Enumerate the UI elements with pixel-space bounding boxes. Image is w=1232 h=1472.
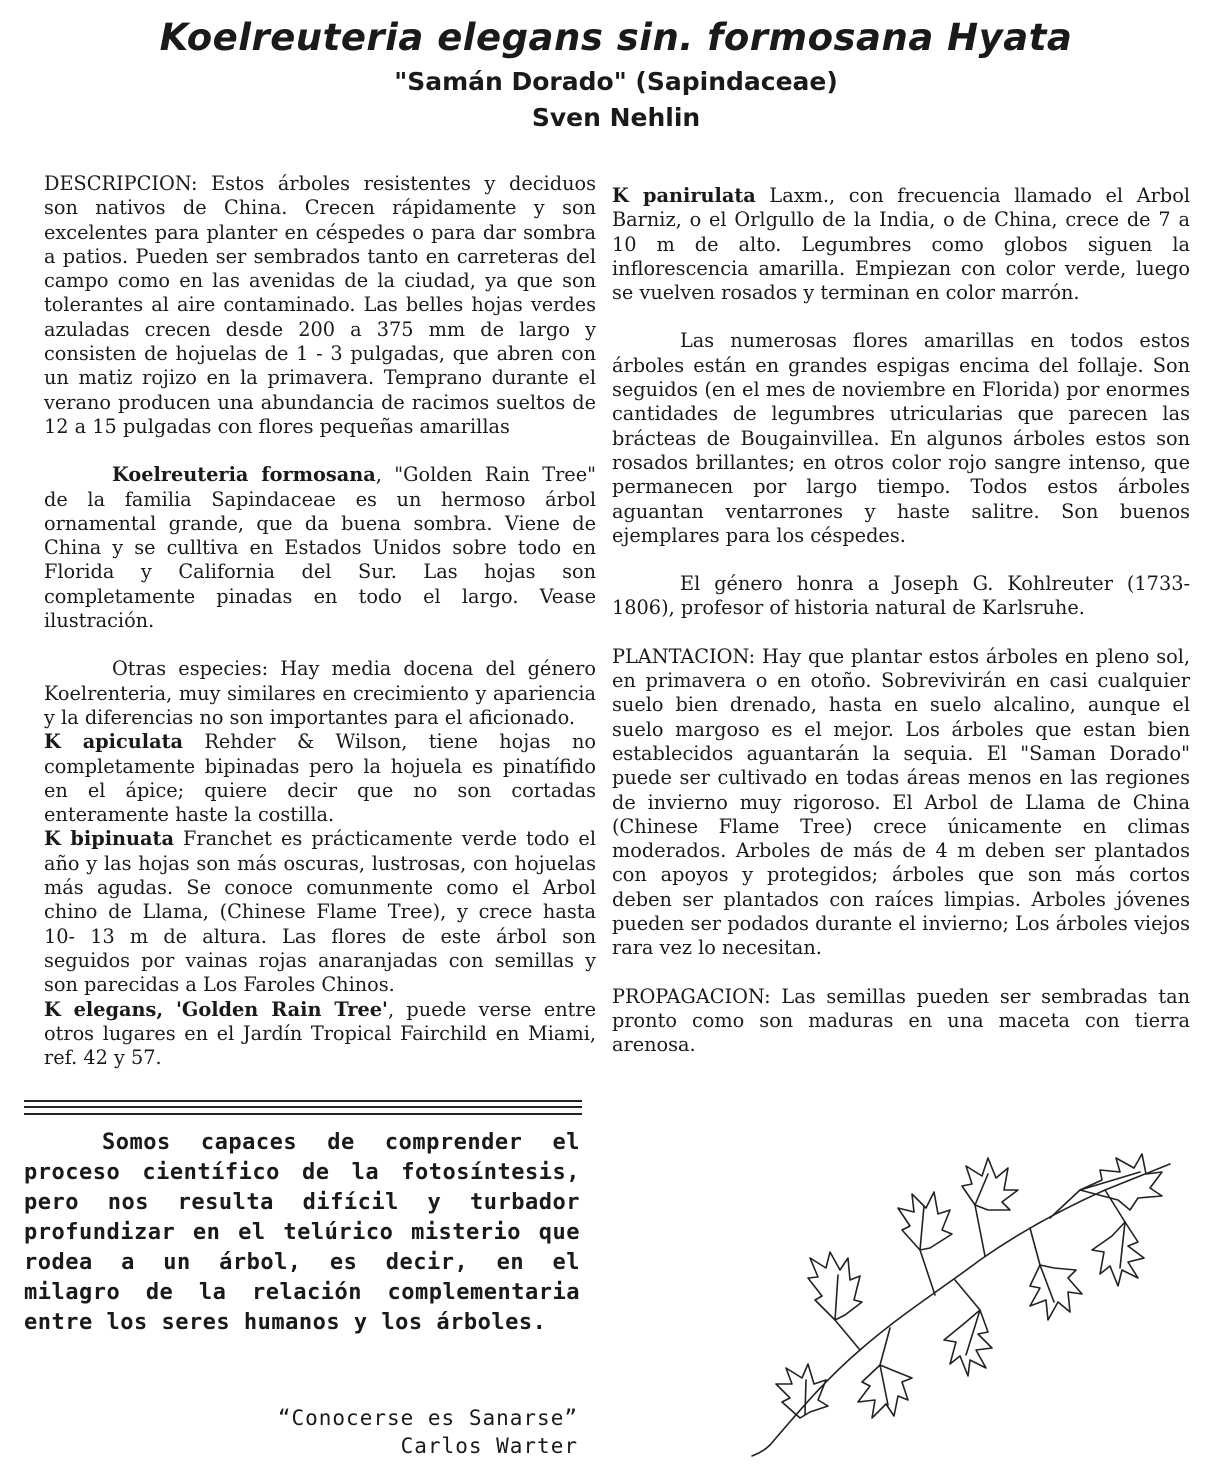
leaflet-vein xyxy=(805,1380,806,1414)
petiole-8 xyxy=(1105,1190,1125,1222)
panirulata-name: K panirulata xyxy=(612,184,756,207)
article-subtitle: "Samán Dorado" (Sapindaceae) xyxy=(394,67,838,96)
leaflet-vein xyxy=(880,1365,888,1405)
bipinuata-name: K bipinuata xyxy=(44,827,174,851)
leaflet-vein xyxy=(835,1275,838,1320)
leaflet xyxy=(898,1192,952,1250)
formosana-text: , "Golden Rain Tree" de la familia Sapindaceae es un hermoso árbol ornamental grande, que da buena sombra. Viene de China y se culltiva en Estados Unidos sobre todo en Florida y California del Sur. Las hojas son completamente pinadas en todo el largo. Vease ilustración. xyxy=(44,463,596,633)
formosana-name: Koelreuteria formosana xyxy=(112,463,376,487)
branch-stem xyxy=(770,1164,1170,1445)
leaflet-vein xyxy=(1120,1222,1125,1268)
petiole-1 xyxy=(835,1320,860,1350)
bipinuata-paragraph xyxy=(44,827,596,997)
leaflet xyxy=(944,1310,992,1376)
triple-rule-divider xyxy=(24,1100,582,1115)
plantacion-paragraph: PLANTACION: Hay que plantar estos árboles en pleno sol, en primavera o en otoño. Sobrevivirán en casi cualquier suelo bien drenado, hasta en suelo alcalino, aunque el suelo margoso es el mejor. Los árboles que estan bien establecidos aguantarán la sequia. El "Saman Dorado" puede ser cultivado en todas áreas menos en las regiones de invierno muy rigoroso. El Arbol de Llama de China (Chinese Flame Tree) crece únicamente en climas moderados. Arboles de más de 4 m deben ser plantados con apoyos y protegidos; árboles que son más cortos deben ser plantados con raíces limpias. Arboles jóvenes pueden ser podados durante el invierno; Los árboles viejos rara vez lo necesitan. xyxy=(612,644,1190,960)
propagacion-paragraph: PROPAGACION: Las semillas pueden ser sembradas tan pronto como son maduras en una maceta con tierra arenosa. xyxy=(612,984,1190,1057)
bipinuata-text: Franchet es prácticamente verde todo el año y las hojas son más oscuras, lustrosas, con hojuelas más agudas. Se conoce comunmente como el Arbol chino de Llama, (Chinese Flame Tree), y crece hasta 10- 13 m de altura. Las flores de este árbol son seguidos por vainas rojas anaranjadas con semillas y son parecidas a Los Faroles Chinos. xyxy=(44,827,596,997)
pull-quote xyxy=(24,1128,580,1338)
otras-especies-paragraph: Otras especies: Hay media docena del género Koelrenteria, muy similares en crecimiento y apariencia y la diferencias no son importantes para el aficionado. xyxy=(44,657,596,729)
leaflet xyxy=(776,1364,828,1418)
apiculata-paragraph xyxy=(44,730,596,827)
article-header xyxy=(0,12,1232,136)
apiculata-name: K apiculata xyxy=(44,730,183,754)
pull-quote-text: Somos capaces de comprender el proceso científico de la fotosíntesis, pero nos resulta difícil y turbador profundizar en el telúrico misterio que rodea a un árbol, es decir, en el milagro de la relación complementaria entre los seres humanos y los árboles. xyxy=(24,1130,580,1335)
stem-tail xyxy=(752,1445,770,1456)
right-column xyxy=(612,184,1190,1058)
leaflet xyxy=(962,1158,1018,1210)
elegans-paragraph xyxy=(44,998,596,1071)
motto-block xyxy=(278,1404,578,1460)
leaflet-vein xyxy=(975,1174,988,1205)
formosana-paragraph xyxy=(44,463,596,633)
panirulata-text: Laxm., con frecuencia llamado el Arbol Barniz, o el Orlgullo de la India, o de China, crece de 7 a 10 m de alto. Legumbres como globos siguen la inflorescencia amarilla. Empiezan con color verde, luego se vuelven rosados y terminan en color marrón. xyxy=(612,184,1190,305)
genero-paragraph: El género honra a Joseph G. Kohlreuter (1733-1806), profesor of historia natural de Karlsruhe. xyxy=(612,572,1190,620)
elegans-name: K elegans, 'Golden Rain Tree' xyxy=(44,997,388,1021)
descripcion-paragraph: DESCRIPCION: Estos árboles resistentes y deciduos son nativos de China. Crecen rápidamente y son excelentes para planter en céspedes o para dar sombra a patios. Pueden ser sembrados tanto en carreteras del campo como en las avenidas de la ciudad, ya que son tolerantes al aire contaminado. Las belles hojas verdes azuladas crecen desde 200 a 375 mm de largo y consisten de hojuelas de 1 - 3 pulgadas, que abren con un matiz rojizo en la primavera. Temprano durante el verano producen una abundancia de racimos sueltos de 12 a 15 pulgadas con flores pequeñas amarillas xyxy=(44,172,596,438)
leaflet xyxy=(1092,1222,1144,1286)
motto-attribution: Carlos Warter xyxy=(400,1434,578,1458)
elegans-text: , puede verse entre otros lugares en el Jardín Tropical Fairchild en Miami, ref. 42 y 57. xyxy=(44,997,596,1070)
leaflet xyxy=(1080,1154,1162,1210)
petiole-6 xyxy=(1030,1228,1040,1265)
petiole-2 xyxy=(880,1328,890,1365)
leaflet-vein xyxy=(1040,1265,1054,1302)
left-column xyxy=(44,172,596,1070)
leaf-branch-illustration-icon xyxy=(730,1150,1200,1460)
flores-paragraph: Las numerosas flores amarillas en todos estos árboles están en grandes espigas encima del follaje. Son seguidos (en el mes de noviembre en Florida) por enormes cantidades de legumbres utricularias que parecen las brácteas de Bougainvillea. En algunos árboles estos son rosados brillantes; en otros color rojo sangre intenso, que permanecen por largo tiempo. Todos estos árboles aguantan ventarrones y haste salitre. Son buenos ejemplares para los céspedes. xyxy=(612,329,1190,547)
leaflet-vein xyxy=(920,1206,924,1250)
petiole-3 xyxy=(920,1250,935,1295)
article-author: Sven Nehlin xyxy=(531,103,701,132)
motto-line: “Conocerse es Sanarse” xyxy=(277,1406,578,1430)
leaflet xyxy=(1030,1265,1082,1320)
petiole-5 xyxy=(975,1205,985,1256)
panirulata-paragraph xyxy=(612,184,1190,305)
apiculata-text: Rehder & Wilson, tiene hojas no completamente bipinadas pero la hojuela es pinatífido en el ápice; quiere decir que no son cortadas enteramente haste la costilla. xyxy=(44,730,596,827)
petiole-4 xyxy=(955,1280,980,1310)
article-title: Koelreuteria elegans sin. formosana Hyata xyxy=(159,16,1073,59)
